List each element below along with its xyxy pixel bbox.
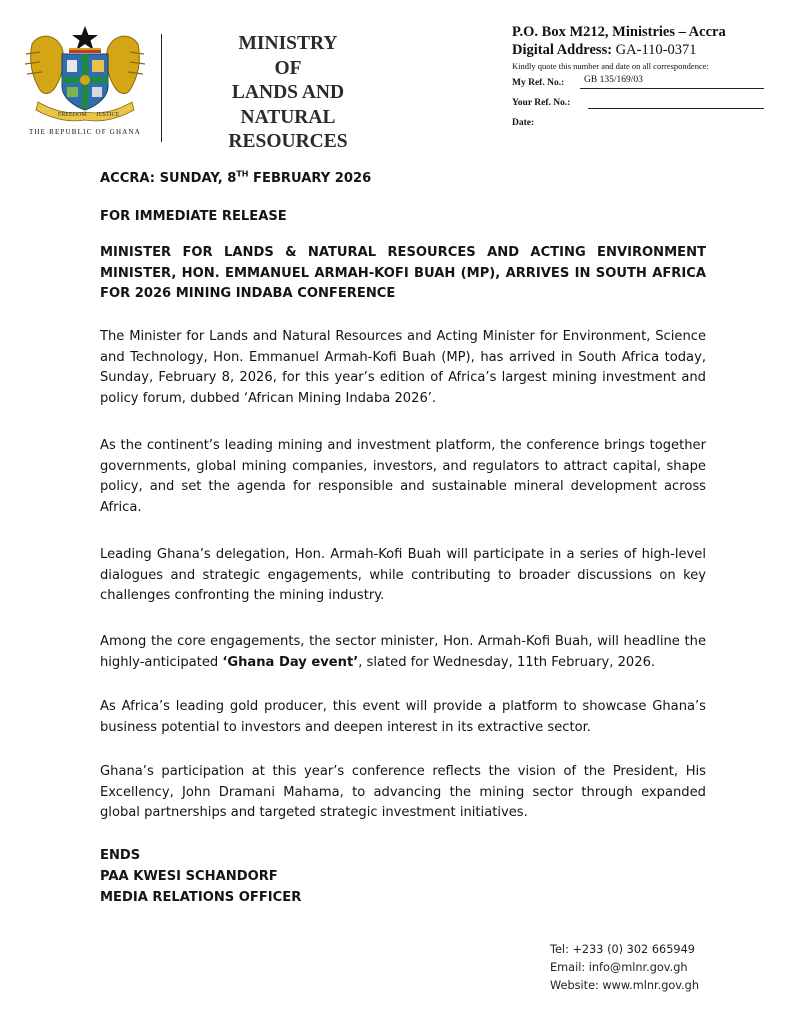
paragraph-5: As Africa’s leading gold producer, this event will provide a platform to showcase Ghana’s business potential to investors and deepen interest in its extractive sector. <box>100 699 706 735</box>
ends-marker: ENDS <box>100 848 141 863</box>
your-ref-row <box>512 92 792 112</box>
signatory-name: PAA KWESI SCHANDORF <box>100 869 278 884</box>
digital-address <box>512 41 792 59</box>
dateline-prefix: ACCRA: SUNDAY, 8 <box>100 171 237 186</box>
paragraph-4-end: , slated for Wednesday, 11th February, 2026. <box>358 654 656 670</box>
dateline <box>100 169 706 190</box>
paragraph-4-start: Among the core engagements, the sector minister, Hon. Armah-Kofi Buah, will headline the highly-anticipated <box>100 634 706 670</box>
ministry-line-3: LANDS AND NATURAL <box>231 82 345 128</box>
motto-right-text: JUSTICE <box>96 112 120 118</box>
paragraph-6: Ghana’s participation at this year’s conference reflects the vision of the President, His Excellency, John Dramani Mahama, to advancing the mining sector through expanded global partnerships and targeted strategic investment initiatives. <box>100 764 706 820</box>
ministry-line-1: MINISTRY <box>238 33 338 54</box>
ministry-line-4: RESOURCES <box>228 131 348 152</box>
footer-website: Website: www.mlnr.gov.gh <box>550 979 700 992</box>
date-label: Date: <box>512 118 535 128</box>
paragraph-1: The Minister for Lands and Natural Resources and Acting Minister for Environment, Science and Technology, Hon. Emmanuel Armah-Kofi Buah (MP), has arrived in South Africa today, Sunday, February 8, 2026, for this year’s edition of Africa’s largest mining investment and policy forum, dubbed ‘African Mining Indaba 2026’. <box>100 329 706 406</box>
footer-tel: Tel: +233 (0) 302 665949 <box>550 943 695 956</box>
ghana-day-event: ‘Ghana Day event’ <box>222 654 359 670</box>
signatory-title: MEDIA RELATIONS OFFICER <box>100 890 302 905</box>
my-ref-value: GB 135/169/03 <box>584 75 643 85</box>
paragraph-2: As the continent’s leading mining and investment platform, the conference brings together governments, global mining companies, investors, and regulators to attract capital, shape policy, and set the agenda for responsible and sustainable mineral development across Africa. <box>100 438 706 515</box>
footer-email: Email: info@mlnr.gov.gh <box>550 961 688 974</box>
my-ref-label: My Ref. No.: <box>512 78 565 88</box>
your-ref-line <box>588 108 764 109</box>
ministry-name <box>188 32 388 155</box>
dateline-suffix: FEBRUARY 2026 <box>248 171 372 186</box>
letterhead-divider <box>161 34 162 142</box>
sign-off <box>100 845 706 908</box>
contact-block <box>512 23 792 132</box>
for-immediate-release: FOR IMMEDIATE RELEASE <box>100 209 287 224</box>
footer-contact <box>550 941 770 995</box>
your-ref-label: Your Ref. No.: <box>512 98 571 108</box>
date-row <box>512 112 792 132</box>
po-box: P.O. Box M212, Ministries – Accra <box>512 24 726 40</box>
quote-instruction: Kindly quote this number and date on all correspondence: <box>512 61 709 71</box>
digital-address-label: Digital Address: <box>512 42 613 58</box>
coat-of-arms-emblem <box>22 24 148 128</box>
ministry-line-2: OF <box>274 57 302 79</box>
coat-of-arms <box>14 24 156 142</box>
paragraph-3: Leading Ghana’s delegation, Hon. Armah-Kofi Buah will participate in a series of high-level dialogues and strategic engagements, while contributing to broader discussions on key challenges confronting the mining industry. <box>100 547 706 603</box>
my-ref-row <box>512 72 792 92</box>
my-ref-line <box>580 88 764 89</box>
republic-caption: THE REPUBLIC OF GHANA <box>28 128 142 136</box>
release-title: MINISTER FOR LANDS & NATURAL RESOURCES AND ACTING ENVIRONMENT MINISTER, HON. EMMANUEL ARMAH-KOFI BUAH (MP), ARRIVES IN SOUTH AFRICA FOR 2026 MINING INDABA CONFERENCE <box>100 245 706 301</box>
digital-address-value: GA-110-0371 <box>615 42 697 58</box>
motto-left-text: FREEDOM <box>58 112 87 118</box>
dateline-superscript: TH <box>236 169 249 179</box>
paragraph-4 <box>100 632 706 673</box>
